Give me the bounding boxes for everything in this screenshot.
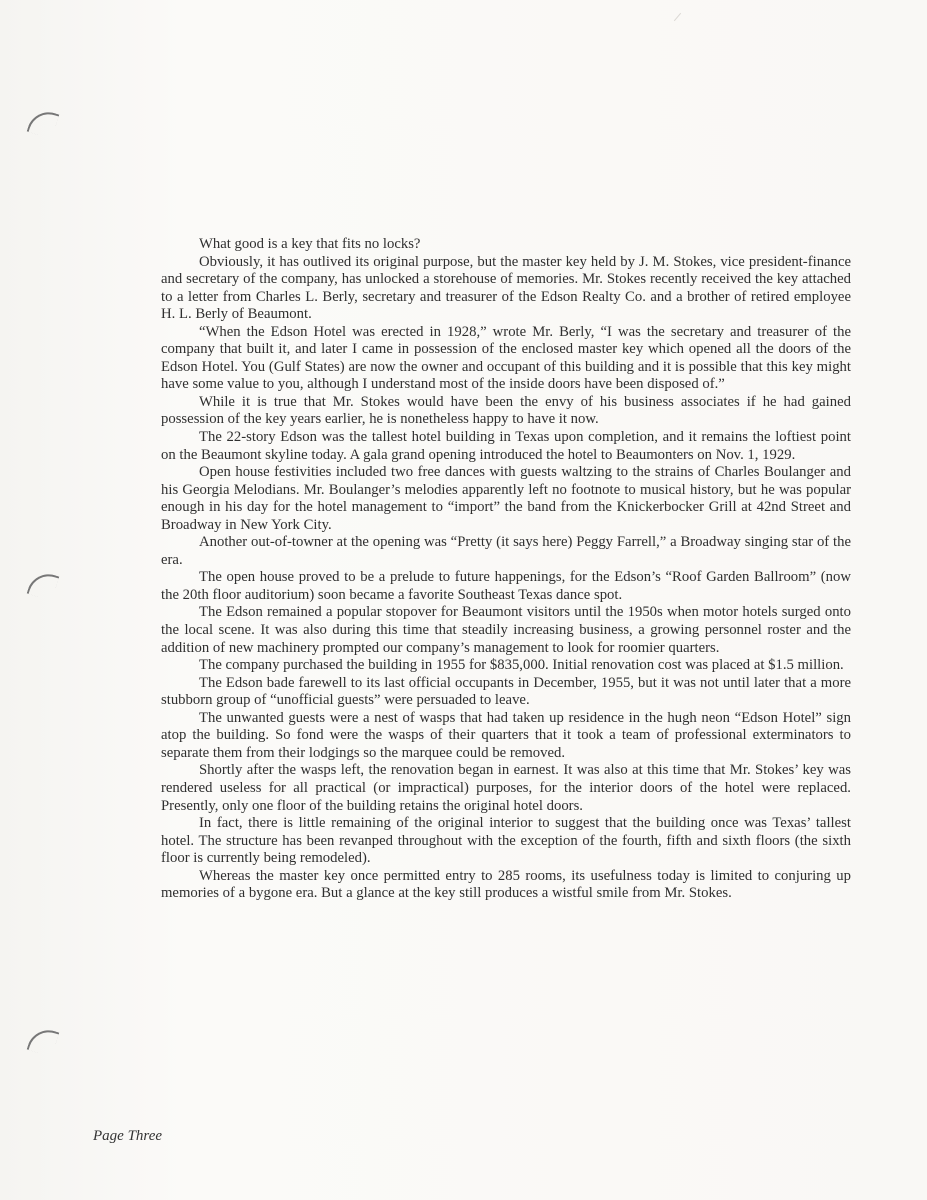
article-paragraph: Shortly after the wasps left, the renovation began in earnest. It was also at this time that Mr. Stokes’ key was rendered useless for all practical (or impractical) purposes, for the interior doors of the hotel were replaced. Presently, only one floor of the building retains the original hotel doors. (161, 762, 851, 814)
hole-punch-mark-bottom (27, 1025, 60, 1058)
article-paragraph: Whereas the master key once permitted entry to 285 rooms, its usefulness today is limited to conjuring up memories of a bygone era. But a glance at the key still produces a wistful smile from Mr. Stokes. (161, 867, 851, 902)
article-paragraph: The Edson remained a popular stopover for Beaumont visitors until the 1950s when motor hotels surged onto the local scene. It was also during this time that steadily increasing business, a growing personnel roster and the addition of new machinery prompted our company’s management to look for roomier quarters. (161, 604, 851, 656)
article-paragraph: The unwanted guests were a nest of wasps that had taken up residence in the hugh neon “Edson Hotel” sign atop the building. So fond were the wasps of their quarters that it took a team of professional exterminators to separate them from their lodgings so the marquee could be removed. (161, 709, 851, 761)
article-paragraph: Obviously, it has outlived its original purpose, but the master key held by J. M. Stokes, vice president-finance and secretary of the company, has unlocked a storehouse of memories. Mr. Stokes recently received the key attached to a letter from Charles L. Berly, secretary and treasurer of the Edson Realty Co. and a brother of retired employee H. L. Berly of Beaumont. (161, 253, 851, 323)
article-paragraph: In fact, there is little remaining of the original interior to suggest that the building once was Texas’ tallest hotel. The structure has been revanped throughout with the exception of the fourth, fifth and sixth floors (the sixth floor is currently being remodeled). (161, 815, 851, 867)
article-paragraph: The company purchased the building in 1955 for $835,000. Initial renovation cost was placed at $1.5 million. (199, 657, 844, 674)
article-paragraph: The 22-story Edson was the tallest hotel building in Texas upon completion, and it remains the loftiest point on the Beaumont skyline today. A gala grand opening introduced the hotel to Beaumonters on Nov. 1, 1929. (161, 429, 851, 463)
article-body (161, 236, 851, 903)
article-paragraph: The open house proved to be a prelude to future happenings, for the Edson’s “Roof Garden Ballroom” (now the 20th floor auditorium) soon became a favorite Southeast Texas dance spot. (161, 569, 851, 603)
article-paragraph: “When the Edson Hotel was erected in 1928,” wrote Mr. Berly, “I was the secretary and treasurer of the company that built it, and later I came in possession of the enclosed master key which opened all the doors of the Edson Hotel. You (Gulf States) are now the owner and occupant of this building and it is possible that this key might have some value to you, although I understand most of the inside doors have been disposed of.” (161, 323, 851, 393)
article-paragraph: Another out-of-towner at the opening was “Pretty (it says here) Peggy Farrell,” a Broadway singing star of the era. (161, 534, 851, 568)
article-paragraph: What good is a key that fits no locks? (199, 236, 421, 252)
article-paragraph: Open house festivities included two free dances with guests waltzing to the strains of Charles Boulanger and his Georgia Melodians. Mr. Boulanger’s melodies apparently left no footnote to musical history, but he was popular enough in his day for the hotel management to “import” the band from the Knickerbocker Grill at 42nd Street and Broadway in New York City. (161, 464, 851, 533)
hole-punch-mark-top (27, 107, 60, 140)
paper-speck (674, 13, 681, 21)
page-number-label: Page Three (93, 1128, 163, 1144)
hole-punch-mark-middle (27, 569, 60, 602)
article-paragraph: While it is true that Mr. Stokes would have been the envy of his business associates if he had gained possession of the key years earlier, he is nonetheless happy to have it now. (161, 393, 851, 428)
article-paragraph: The Edson bade farewell to its last official occupants in December, 1955, but it was not until later that a more stubborn group of “unofficial guests” were persuaded to leave. (161, 674, 851, 709)
